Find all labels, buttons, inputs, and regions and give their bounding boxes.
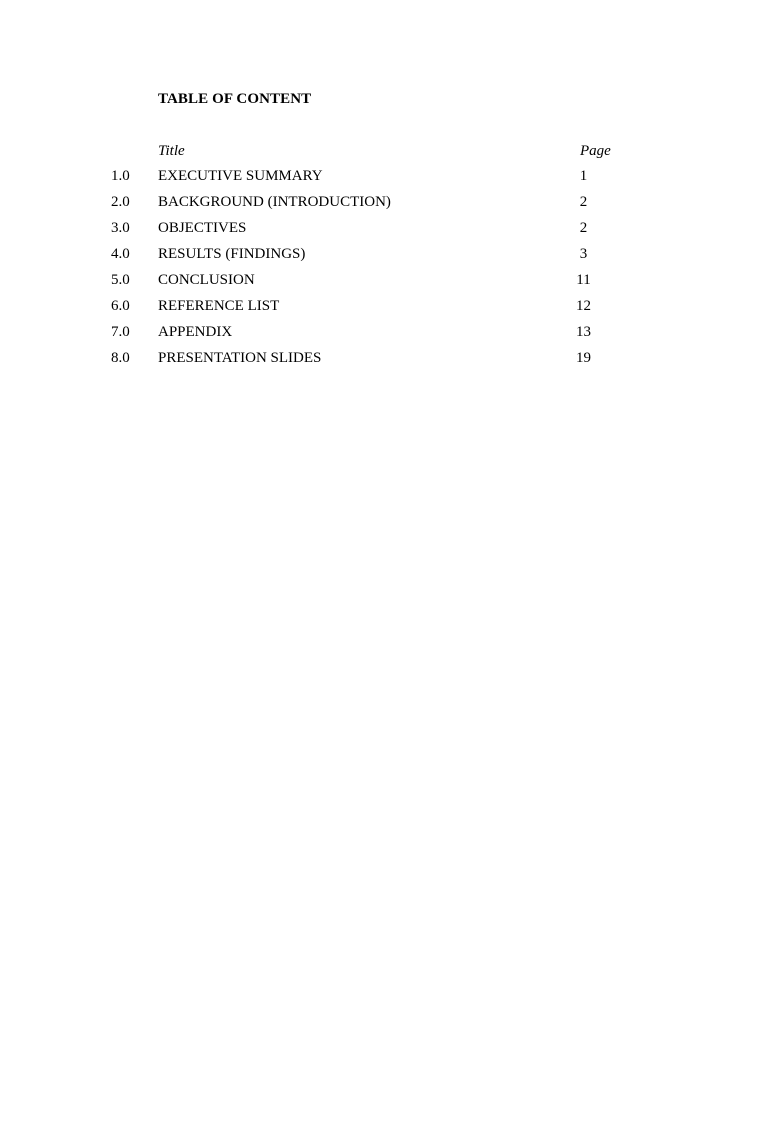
toc-entry — [0, 272, 768, 298]
entry-title: OBJECTIVES — [158, 220, 247, 236]
entry-number: 1.0 — [111, 168, 130, 184]
toc-list — [0, 168, 768, 376]
toc-entry — [0, 324, 768, 350]
entry-page-number: 2 — [579, 194, 588, 210]
entry-title: EXECUTIVE SUMMARY — [158, 168, 323, 184]
entry-title: RESULTS (FINDINGS) — [158, 246, 306, 262]
entry-title: REFERENCE LIST — [158, 298, 280, 314]
entry-page-number: 2 — [579, 220, 588, 236]
entry-number: 7.0 — [111, 324, 130, 340]
entry-number: 6.0 — [111, 298, 130, 314]
entry-title: BACKGROUND (INTRODUCTION) — [158, 194, 391, 210]
entry-page-number: 13 — [576, 324, 591, 340]
entry-number: 5.0 — [111, 272, 130, 288]
toc-entry — [0, 350, 768, 376]
entry-page-number: 12 — [576, 298, 591, 314]
entry-page-number: 3 — [579, 246, 588, 262]
entry-page-number: 1 — [579, 168, 588, 184]
title-column-header: Title — [158, 143, 185, 159]
toc-heading: TABLE OF CONTENT — [158, 91, 312, 107]
entry-title: APPENDIX — [158, 324, 233, 340]
page-column-header: Page — [580, 143, 768, 1137]
entry-title: PRESENTATION SLIDES — [158, 350, 322, 366]
entry-number: 3.0 — [111, 220, 130, 236]
entry-number: 2.0 — [111, 194, 130, 210]
toc-entry — [0, 194, 768, 220]
entry-title: CONCLUSION — [158, 272, 255, 288]
entry-page-number: 19 — [576, 350, 591, 366]
toc-entry — [0, 246, 768, 272]
toc-entry — [0, 220, 768, 246]
toc-entry — [0, 298, 768, 324]
entry-number: 4.0 — [111, 246, 130, 262]
entry-number: 8.0 — [111, 350, 130, 366]
toc-entry — [0, 168, 768, 194]
entry-page-number: 11 — [576, 272, 591, 288]
